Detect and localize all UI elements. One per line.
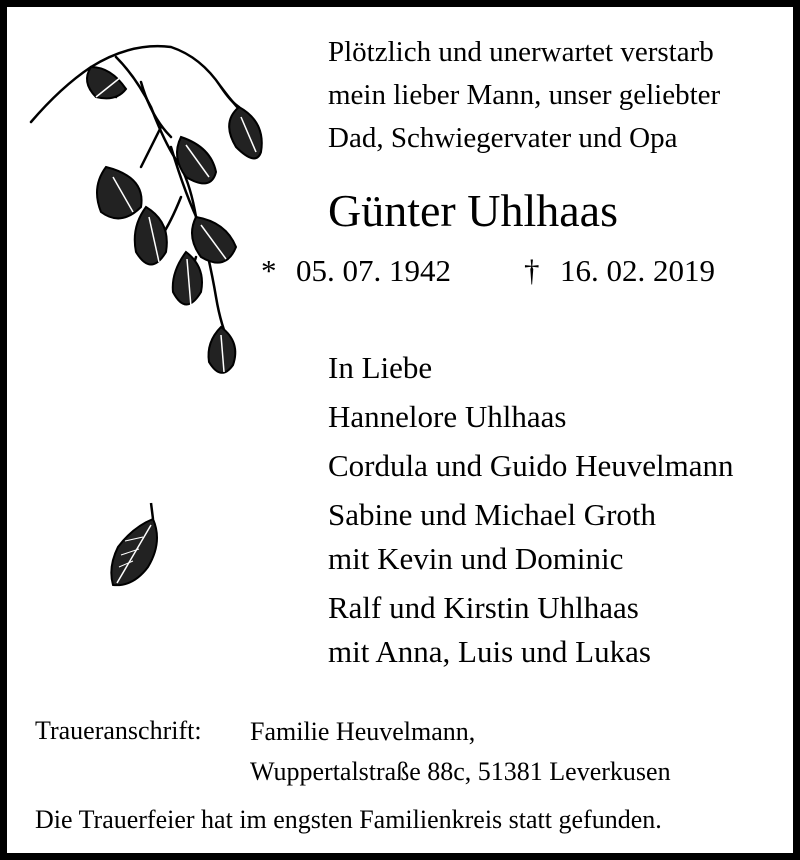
falling-leaf-icon bbox=[103, 497, 167, 597]
intro-line: mein lieber Mann, unser geliebter bbox=[328, 79, 721, 111]
mourner-line: Sabine und Michael Groth bbox=[328, 497, 657, 532]
death-date: 16. 02. 2019 bbox=[560, 253, 715, 288]
address-line: Familie Heuvelmann, bbox=[250, 717, 476, 746]
mourner-line: mit Kevin und Dominic bbox=[328, 541, 624, 576]
death-symbol: † bbox=[524, 253, 540, 288]
birth-date: 05. 07. 1942 bbox=[296, 253, 451, 288]
birth-symbol: * bbox=[261, 253, 277, 288]
ceremony-note: Die Trauerfeier hat im engsten Familienkreis statt gefunden. bbox=[35, 805, 662, 834]
mourners-heading: In Liebe bbox=[328, 350, 433, 385]
mourner-line: Hannelore Uhlhaas bbox=[328, 399, 567, 434]
mourner-line: Cordula und Guido Heuvelmann bbox=[328, 448, 734, 483]
intro-text bbox=[328, 31, 793, 160]
intro-line: Dad, Schwiegervater und Opa bbox=[328, 122, 678, 154]
deceased-name: Günter Uhlhaas bbox=[328, 185, 618, 236]
intro-line: Plötzlich und unerwartet verstarb bbox=[328, 36, 714, 68]
mourner-line: mit Anna, Luis und Lukas bbox=[328, 634, 651, 669]
address-label: Traueranschrift: bbox=[35, 716, 202, 745]
address-block bbox=[250, 712, 671, 792]
birch-branch-icon bbox=[21, 27, 271, 387]
address-line: Wuppertalstraße 88c, 51381 Leverkusen bbox=[250, 757, 671, 786]
mourner-line: Ralf und Kirstin Uhlhaas bbox=[328, 590, 639, 625]
mourners-list bbox=[328, 346, 734, 674]
